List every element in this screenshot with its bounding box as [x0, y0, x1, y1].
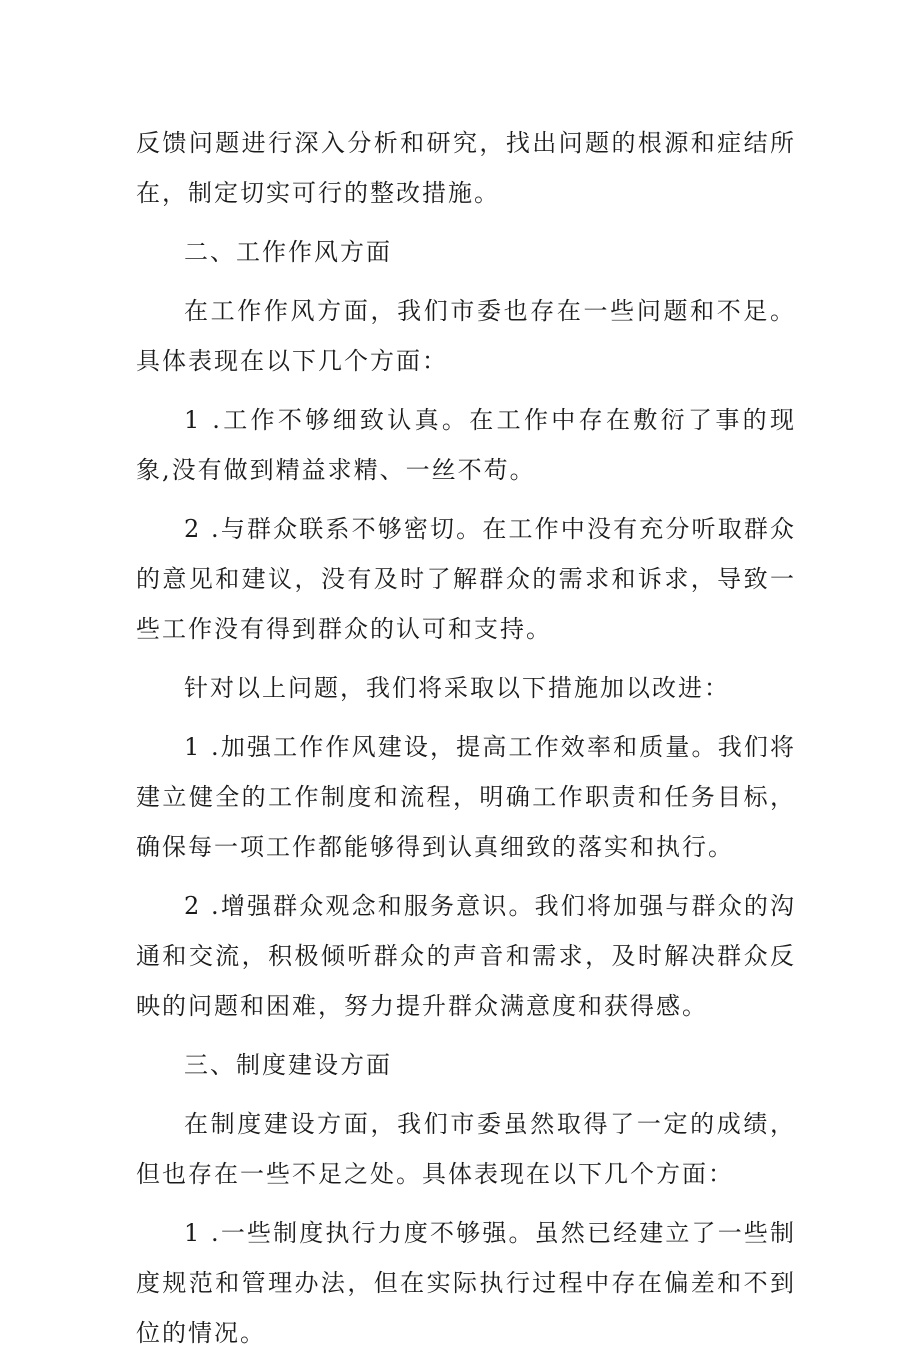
- paragraph-measures-intro: 针对以上问题，我们将采取以下措施加以改进：: [184, 674, 730, 702]
- list-item-problem-2: 2 .与群众联系不够密切。在工作中没有充分听取群众的意见和建议，没有及时了解群众的需求和诉求，导致一些工作没有得到群众的认可和支持。: [136, 515, 796, 643]
- list-item-measure-1: 1 .加强工作作风建设，提高工作效率和质量。我们将建立健全的工作制度和流程，明确工作职责和任务目标，确保每一项工作都能够得到认真细致的落实和执行。: [136, 733, 796, 861]
- paragraph-system-building-intro: 在制度建设方面，我们市委虽然取得了一定的成绩，但也存在一些不足之处。具体表现在以下几个方面：: [136, 1110, 796, 1188]
- list-item-measure-2: 2 .增强群众观念和服务意识。我们将加强与群众的沟通和交流，积极倾听群众的声音和需求，及时解决群众反映的问题和困难，努力提升群众满意度和获得感。: [136, 892, 796, 1020]
- section-heading-work-style: 二、工作作风方面: [184, 238, 392, 266]
- paragraph-continuation: 反馈问题进行深入分析和研究，找出问题的根源和症结所在，制定切实可行的整改措施。: [136, 129, 796, 207]
- list-item-system-problem-1: 1 .一些制度执行力度不够强。虽然已经建立了一些制度规范和管理办法，但在实际执行过程中存在偏差和不到位的情况。: [136, 1219, 796, 1347]
- list-item-problem-1: 1 .工作不够细致认真。在工作中存在敷衍了事的现象,没有做到精益求精、一丝不苟。: [136, 406, 796, 484]
- paragraph-work-style-intro: 在工作作风方面，我们市委也存在一些问题和不足。具体表现在以下几个方面：: [136, 297, 796, 375]
- section-heading-system-building: 三、制度建设方面: [184, 1051, 392, 1079]
- document-body: [136, 118, 796, 1367]
